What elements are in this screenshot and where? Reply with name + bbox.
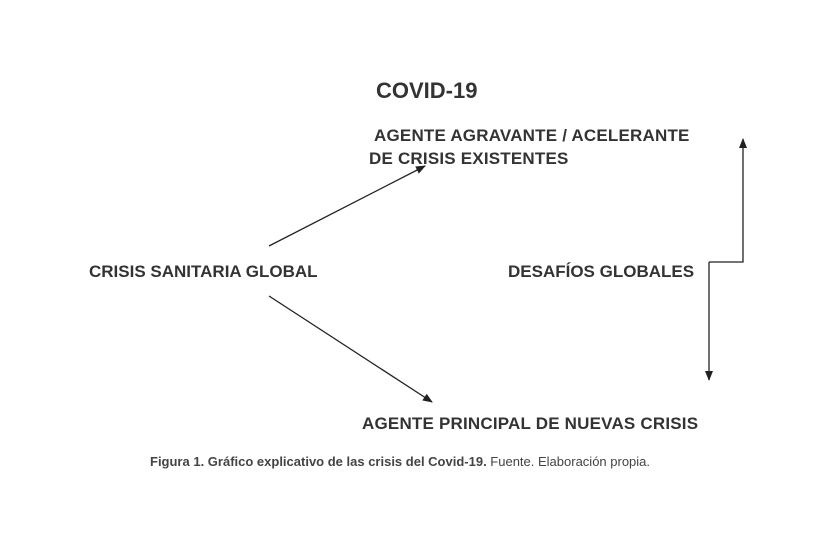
arrow-to-nuevas-crisis: [269, 296, 432, 402]
node-agravante-line1: AGENTE AGRAVANTE / ACELERANTE: [374, 126, 690, 145]
arrow-desafios-up: [709, 139, 743, 262]
node-desafios-globales: DESAFÍOS GLOBALES: [508, 262, 695, 281]
caption-bold: Figura 1. Gráfico explicativo de las crisis del Covid-19.: [150, 454, 487, 469]
node-nuevas-crisis: AGENTE PRINCIPAL DE NUEVAS CRISIS: [362, 414, 699, 433]
arrow-to-agravante: [269, 166, 425, 246]
node-crisis-sanitaria: CRISIS SANITARIA GLOBAL: [89, 262, 318, 281]
node-agravante-line2: DE CRISIS EXISTENTES: [369, 149, 569, 168]
figure-caption: [150, 454, 650, 469]
caption-source: Fuente. Elaboración propia.: [486, 454, 651, 469]
diagram-title: COVID-19: [376, 78, 478, 103]
